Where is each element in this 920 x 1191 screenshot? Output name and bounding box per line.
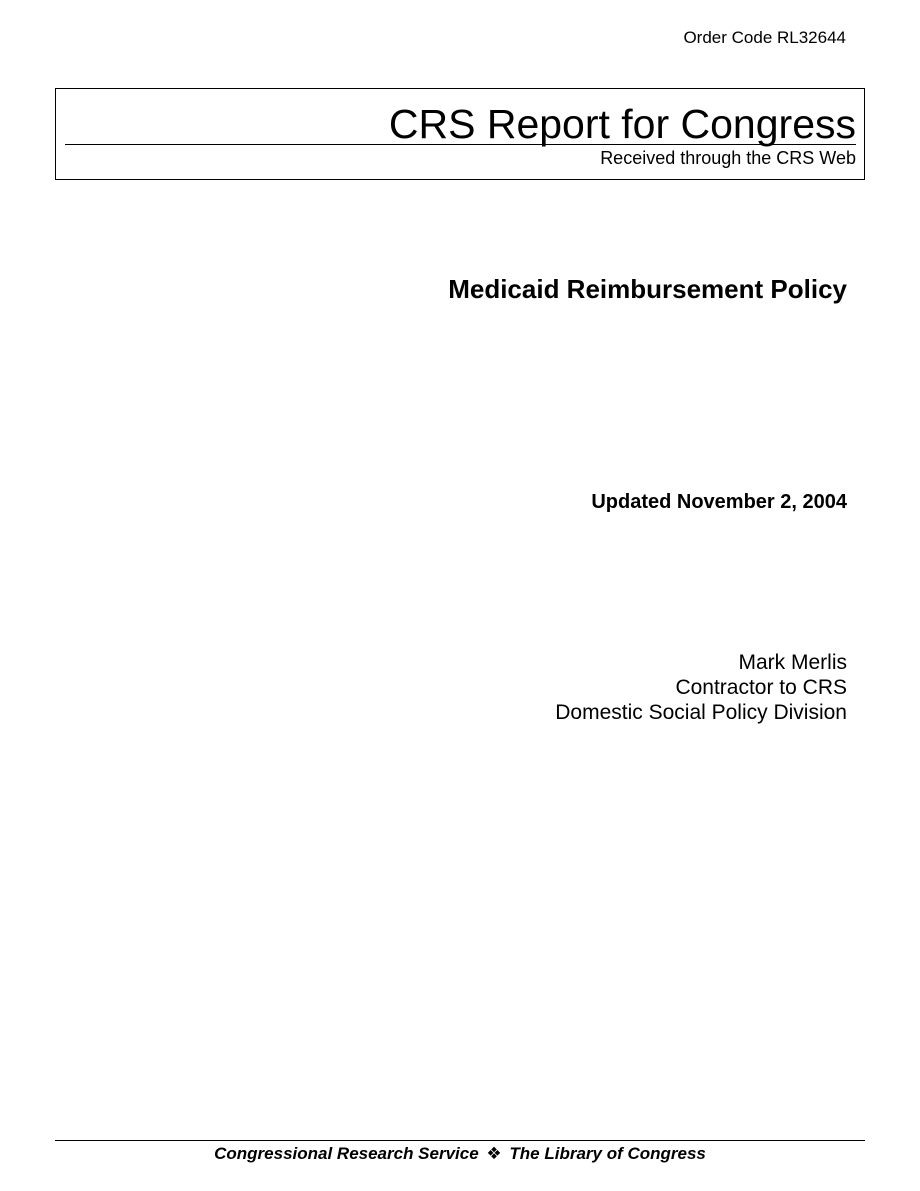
updated-date: Updated November 2, 2004	[591, 491, 847, 513]
header-subtitle: Received through the CRS Web	[600, 148, 856, 168]
four-diamond-icon: ❖	[486, 1144, 502, 1163]
report-header-box	[55, 88, 865, 180]
footer-left-text: Congressional Research Service	[214, 1144, 479, 1163]
author-division: Domestic Social Policy Division	[555, 701, 847, 724]
author-role: Contractor to CRS	[675, 676, 847, 699]
author-name: Mark Merlis	[738, 651, 847, 674]
footer-right-text: The Library of Congress	[509, 1144, 706, 1163]
header-title: CRS Report for Congress	[388, 101, 856, 147]
report-title: Medicaid Reimbursement Policy	[448, 274, 847, 304]
footer-divider	[55, 1140, 865, 1141]
header-divider	[65, 144, 856, 145]
order-code: Order Code RL32644	[683, 28, 846, 47]
footer	[0, 1143, 920, 1164]
author-block	[555, 650, 847, 725]
